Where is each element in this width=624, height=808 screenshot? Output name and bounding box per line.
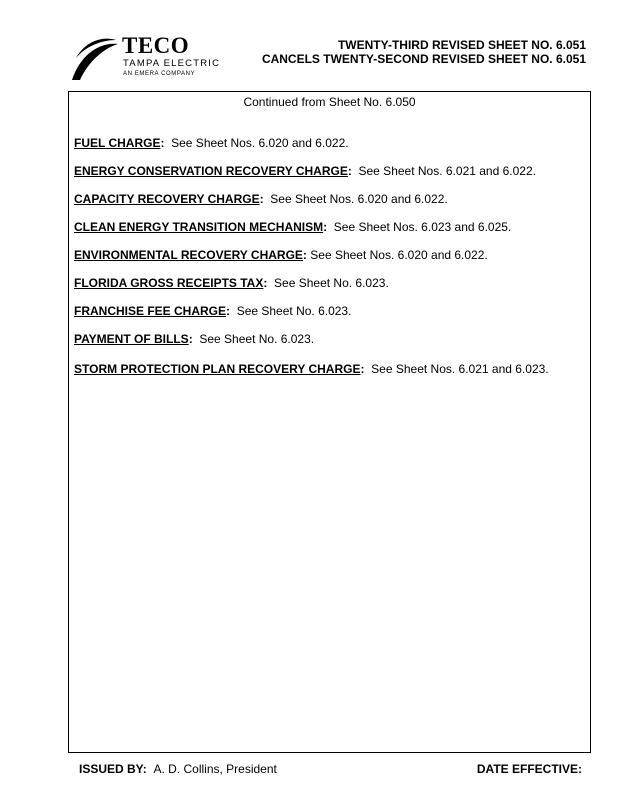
entry-franchise-fee: FRANCHISE FEE CHARGE: See Sheet No. 6.023. <box>74 304 352 318</box>
company-logo <box>70 34 240 82</box>
logo-wordmark: TECO <box>122 33 190 58</box>
entry-energy-conservation: ENERGY CONSERVATION RECOVERY CHARGE: See Sheet Nos. 6.021 and 6.022. <box>74 164 536 178</box>
entry-label: STORM PROTECTION PLAN RECOVERY CHARGE <box>74 362 361 376</box>
entry-gross-receipts-tax: FLORIDA GROSS RECEIPTS TAX: See Sheet No. 6.023. <box>74 276 389 290</box>
entry-text: See Sheet No. 6.023. <box>274 276 389 290</box>
entry-label: CAPACITY RECOVERY CHARGE <box>74 192 260 206</box>
entry-capacity-recovery: CAPACITY RECOVERY CHARGE: See Sheet Nos. 6.020 and 6.022. <box>74 192 448 206</box>
entry-text: See Sheet No. 6.023. <box>199 332 315 346</box>
entry-label: FRANCHISE FEE CHARGE <box>74 304 227 318</box>
entry-fuel-charge: FUEL CHARGE: See Sheet Nos. 6.020 and 6.022. <box>74 136 349 150</box>
logo-tagline: AN EMERA COMPANY <box>123 71 196 77</box>
entry-label: FUEL CHARGE <box>74 136 161 150</box>
entry-text: See Sheet Nos. 6.021 and 6.022. <box>358 164 536 178</box>
entry-text: See Sheet Nos. 6.020 and 6.022. <box>310 248 488 262</box>
issued-by <box>79 762 277 776</box>
sheet-number: TWENTY-THIRD REVISED SHEET NO. 6.051 <box>337 38 586 52</box>
content-frame <box>68 91 591 753</box>
sheet-cancels: CANCELS TWENTY-SECOND REVISED SHEET NO. 6.051 <box>261 52 586 66</box>
entry-label: FLORIDA GROSS RECEIPTS TAX <box>74 276 264 290</box>
entry-environmental-recovery: ENVIRONMENTAL RECOVERY CHARGE: See Sheet Nos. 6.020 and 6.022. <box>74 248 488 262</box>
logo-subtitle: TAMPA ELECTRIC <box>123 58 221 69</box>
entry-text: See Sheet Nos. 6.023 and 6.025. <box>333 220 512 234</box>
entry-text: See Sheet Nos. 6.020 and 6.022. <box>270 192 448 206</box>
teco-swoosh-icon <box>70 34 120 82</box>
entry-payment-of-bills: PAYMENT OF BILLS: See Sheet No. 6.023. <box>74 332 315 346</box>
entry-text: See Sheet Nos. 6.020 and 6.022. <box>171 136 349 150</box>
entry-label: ENVIRONMENTAL RECOVERY CHARGE <box>74 248 303 262</box>
date-effective <box>477 762 582 776</box>
entry-clean-energy: CLEAN ENERGY TRANSITION MECHANISM: See Sheet Nos. 6.023 and 6.025. <box>74 220 512 234</box>
entry-label: CLEAN ENERGY TRANSITION MECHANISM <box>74 220 324 234</box>
continued-note: Continued from Sheet No. 6.050 <box>243 95 416 109</box>
issued-by-label: ISSUED BY: <box>79 762 147 776</box>
entry-label: ENERGY CONSERVATION RECOVERY CHARGE <box>74 164 348 178</box>
entry-text: See Sheet No. 6.023. <box>236 304 352 318</box>
entry-text: See Sheet Nos. 6.021 and 6.023. <box>371 362 549 376</box>
sheet-header <box>262 38 586 66</box>
date-effective-label: DATE EFFECTIVE: <box>476 762 582 776</box>
entry-storm-protection: STORM PROTECTION PLAN RECOVERY CHARGE: See Sheet Nos. 6.021 and 6.023. <box>74 362 549 376</box>
entry-label: PAYMENT OF BILLS <box>74 332 189 346</box>
issued-by-value: A. D. Collins, President <box>153 762 277 776</box>
